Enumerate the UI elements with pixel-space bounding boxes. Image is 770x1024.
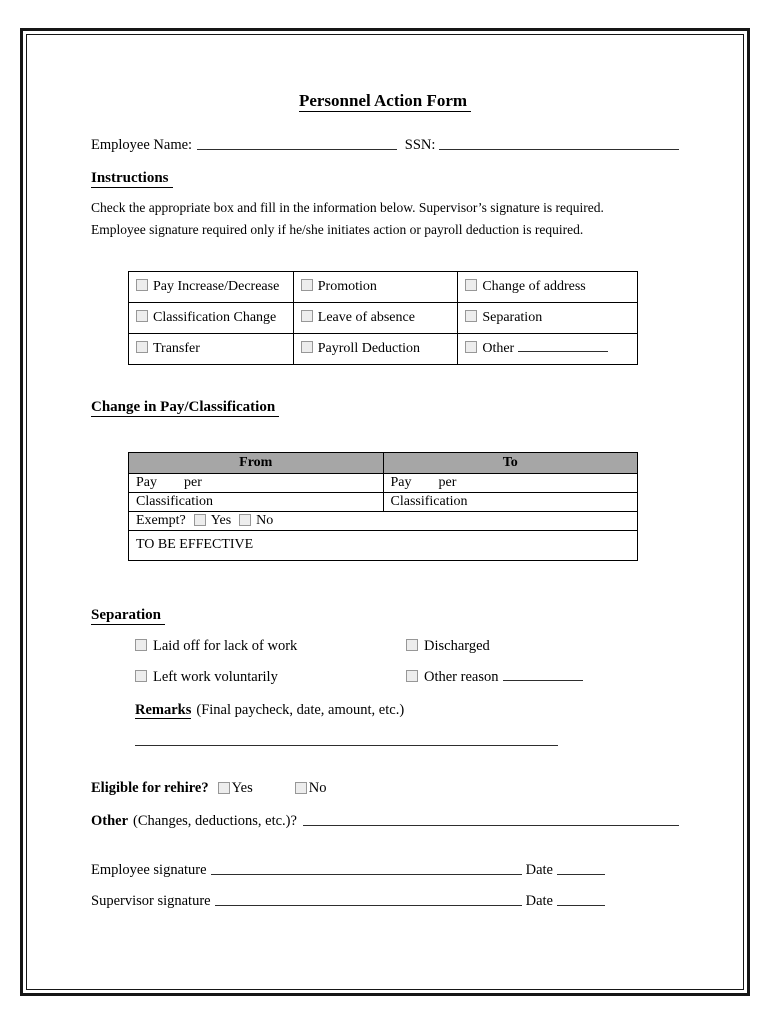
- pay-label: Pay: [390, 474, 412, 490]
- option-label: Other reason: [424, 668, 499, 685]
- separation-option-laid-off: [135, 638, 406, 655]
- action-cell-payroll-deduction: [293, 333, 458, 364]
- action-cell-promotion: [293, 271, 458, 302]
- action-label: Pay Increase/Decrease: [153, 278, 280, 294]
- action-cell-pay-increase: [129, 271, 294, 302]
- checkbox-change-of-address[interactable]: [465, 279, 477, 291]
- action-label: Other: [482, 340, 515, 356]
- action-label: Transfer: [153, 340, 200, 356]
- employee-date-line[interactable]: [557, 874, 605, 875]
- exempt-label: Exempt?: [136, 512, 186, 528]
- checkbox-rehire-yes[interactable]: [218, 782, 230, 794]
- per-label: per: [184, 474, 202, 490]
- checkbox-classification-change[interactable]: [136, 310, 148, 322]
- action-label: Payroll Deduction: [317, 340, 421, 356]
- instructions-text: [91, 197, 679, 241]
- table-row: [129, 452, 638, 473]
- table-row: [129, 473, 638, 492]
- table-row: [129, 492, 638, 511]
- instructions-line-2: Employee signature required only if he/she initiates action or payroll deduction is required.: [91, 221, 584, 237]
- action-label: Leave of absence: [317, 309, 415, 325]
- pay-label: Pay: [136, 474, 157, 490]
- checkbox-leave-of-absence[interactable]: [301, 310, 313, 322]
- document-frame: [20, 28, 750, 996]
- employee-name-label: Employee Name:: [91, 137, 193, 153]
- action-cell-leave-of-absence: [293, 302, 458, 333]
- exempt-yes-label: Yes: [210, 512, 232, 528]
- separation-heading: [91, 607, 679, 624]
- table-row: [129, 271, 638, 302]
- separation-heading-text: Separation: [91, 607, 165, 625]
- employee-signature-line[interactable]: [211, 874, 522, 875]
- option-label: Discharged: [424, 637, 490, 654]
- rehire-yes-label: Yes: [231, 779, 253, 796]
- action-label: Classification Change: [153, 309, 277, 325]
- supervisor-signature-row: [91, 893, 605, 910]
- form-title: [91, 91, 679, 111]
- option-label: Laid off for lack of work: [153, 637, 298, 654]
- supervisor-signature-label: Supervisor signature: [91, 892, 211, 909]
- pay-to-cell[interactable]: [383, 473, 638, 492]
- action-cell-classification-change: [129, 302, 294, 333]
- supervisor-signature-line[interactable]: [215, 905, 522, 906]
- separation-option-left-voluntarily: [135, 669, 406, 686]
- to-column-header: To: [383, 452, 638, 473]
- checkbox-transfer[interactable]: [136, 341, 148, 353]
- separation-options: [135, 638, 679, 686]
- action-cell-separation: [458, 302, 638, 333]
- other-line[interactable]: [303, 825, 679, 826]
- action-cell-transfer: [129, 333, 294, 364]
- employee-name-line[interactable]: [197, 149, 397, 150]
- checkbox-laid-off[interactable]: [135, 639, 147, 651]
- pay-from-cell[interactable]: [129, 473, 384, 492]
- table-row: [129, 302, 638, 333]
- classification-label: Classification: [390, 493, 468, 509]
- rehire-no-label: No: [308, 779, 327, 796]
- employee-signature-label: Employee signature: [91, 861, 207, 878]
- separation-option-discharged: [406, 638, 679, 655]
- classification-label: Classification: [136, 493, 213, 509]
- separation-option-other-reason: [406, 669, 679, 686]
- table-row: [129, 333, 638, 364]
- rehire-label: Eligible for rehire?: [91, 779, 209, 796]
- other-reason-line[interactable]: [503, 680, 583, 681]
- classification-to-cell[interactable]: [383, 492, 638, 511]
- pay-classification-heading-text: Change in Pay/Classification: [91, 399, 279, 417]
- checkbox-left-voluntarily[interactable]: [135, 670, 147, 682]
- other-row: [91, 813, 679, 830]
- action-cell-change-of-address: [458, 271, 638, 302]
- form-title-text: Personnel Action Form: [299, 91, 471, 112]
- table-row: [129, 511, 638, 530]
- document-page: [26, 34, 744, 990]
- pay-classification-table: [128, 452, 638, 561]
- from-column-header: From: [129, 452, 384, 473]
- other-hint: (Changes, deductions, etc.)?: [133, 812, 297, 829]
- checkbox-exempt-no[interactable]: [239, 514, 251, 526]
- action-cell-other: [458, 333, 638, 364]
- header-fields: [91, 137, 679, 154]
- pay-classification-heading: [91, 399, 679, 416]
- remarks-label: Remarks: [135, 701, 192, 718]
- date-label: Date: [525, 892, 553, 909]
- checkbox-rehire-no[interactable]: [295, 782, 307, 794]
- action-checkbox-table: [128, 271, 638, 365]
- checkbox-other[interactable]: [465, 341, 477, 353]
- checkbox-discharged[interactable]: [406, 639, 418, 651]
- exempt-no-label: No: [256, 512, 274, 528]
- instructions-heading: [91, 170, 679, 187]
- remarks-row: [135, 702, 679, 719]
- checkbox-separation[interactable]: [465, 310, 477, 322]
- instructions-line-1: Check the appropriate box and fill in the information below. Supervisor’s signature is required.: [91, 200, 604, 215]
- action-label: Promotion: [317, 278, 377, 294]
- to-be-effective-cell[interactable]: [129, 530, 638, 560]
- table-row: [129, 530, 638, 560]
- checkbox-other-reason[interactable]: [406, 670, 418, 682]
- checkbox-pay-increase[interactable]: [136, 279, 148, 291]
- ssn-line[interactable]: [439, 149, 679, 150]
- classification-from-cell[interactable]: [129, 492, 384, 511]
- action-label: Separation: [482, 309, 543, 325]
- ssn-label: SSN:: [404, 137, 436, 153]
- instructions-heading-text: Instructions: [91, 170, 173, 188]
- checkbox-payroll-deduction[interactable]: [301, 341, 313, 353]
- supervisor-date-line[interactable]: [557, 905, 605, 906]
- employee-signature-row: [91, 862, 605, 879]
- remarks-hint: (Final paycheck, date, amount, etc.): [196, 701, 405, 718]
- remarks-line[interactable]: [135, 745, 558, 746]
- per-label: per: [438, 474, 457, 490]
- option-label: Left work voluntarily: [153, 668, 278, 685]
- date-label: Date: [525, 861, 553, 878]
- action-label: Change of address: [482, 278, 586, 294]
- rehire-row: [91, 780, 679, 797]
- exempt-row: [129, 511, 638, 530]
- checkbox-promotion[interactable]: [301, 279, 313, 291]
- other-label: Other: [91, 812, 129, 829]
- checkbox-exempt-yes[interactable]: [194, 514, 206, 526]
- other-action-line[interactable]: [518, 351, 608, 352]
- to-be-effective-label: TO BE EFFECTIVE: [136, 537, 254, 553]
